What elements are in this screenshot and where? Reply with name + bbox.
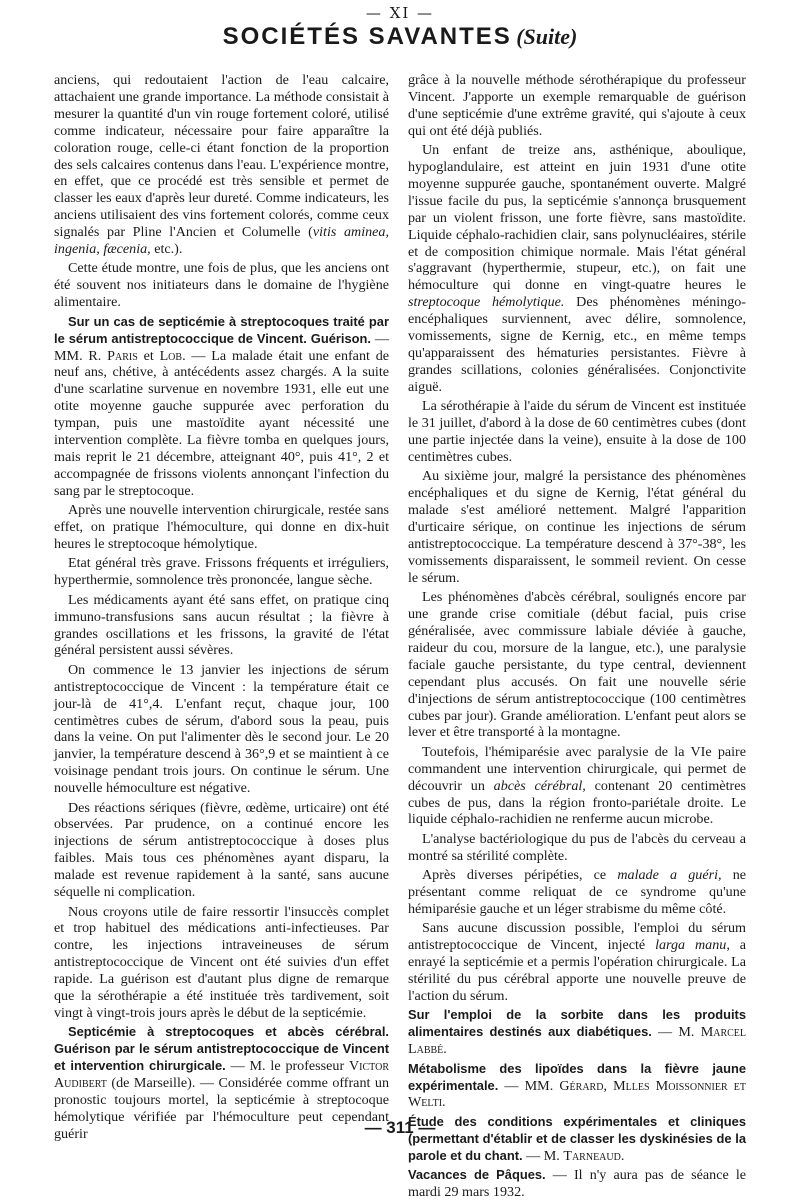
author: Tarneaud. [563, 1147, 625, 1164]
paragraph: Cette étude montre, une fois de plus, que les anciens ont été souvent nos initiateurs dans le domaine de l'hygiène alimentaire. [54, 260, 389, 311]
paragraph: L'analyse bactériologique du pus de l'abcès du cerveau a montré sa stérilité complète. [408, 830, 746, 864]
article-lipoides-fievre-jaune: Métabolisme des lipoïdes dans la fièvre jaune expérimentale. — MM. Gérard, Mlles Moissonnier et Welti. [408, 1060, 746, 1111]
paragraph: Un enfant de treize ans, asthénique, aboulique, hypoglandulaire, est atteint en juin 1931 d'une otite moyenne suppurée gauche, spontanément ouverte. Malgré l'issue facile du pus, la septicémie s'annonça brusquement par un violent frisson, une forte fièvre, sans mastoïdite. Liquide céphalo-rachidien clair, sans polynucléaires, stérile et de composition chimique normale. Mais l'état général s'aggravant (hyperthermie, stupeur, etc.), on fait une hémoculture qui donne en vingt-quatre heures le streptocoque hémolytique. Des phénomènes méningo-encéphaliques surviennent, avec délire, somnolence, vomissements, signe de Kernig, etc., en même temps qu'apparaissent des hématuries persistantes. Fièvre à grandes scillations, colonies généralisées. Conjonctivite aiguë. [408, 142, 746, 395]
article-title: Septicémie à streptocoques et abcès cérébral. Guérison par le sérum antistreptococcique de Vincent et intervention chirurgicale. [54, 1024, 389, 1074]
section-subtitle: (Suite) [516, 24, 578, 49]
paragraph: Toutefois, l'hémiparésie avec paralysie de la VIe paire commandent une intervention chirurgicale, qui permet de découvrir un abcès cérébral, contenant 20 centimètres cubes de pus, dans la région fronto-pariétale droite. Le liquide céphalo-rachidien ne renferme aucun microbe. [408, 743, 746, 828]
right-column [408, 72, 746, 1203]
paragraph: Après diverses péripéties, ce malade a guéri, ne présentant comme reliquat de ce syndrome qu'une hémiparésie gauche et un léger strabisme du même côté. [408, 867, 746, 917]
article-title: Métabolisme des lipoïdes dans la fièvre jaune expérimentale. [408, 1060, 746, 1093]
author: Victor Audibert [54, 1058, 389, 1092]
paragraph: anciens, qui redoutaient l'action de l'eau calcaire, attachaient une grande importance. La méthode consistait à mesurer la quantité d'un vin rouge fortement coloré, utilisé comme indicateur, nécessaire pour faire apparaître la coloration rouge, celle-ci étant fonction de la proportion des sels calcaires contenus dans l'eau. L'expérience montre, en effet, que ce procédé est très sensible et permet de classer les eaux d'après leur dureté. Comme indicateurs, les anciens utilisaient des vins fortement colorés, comme ceux signalés par Pline l'Ancien et Columelle (vitis aminea, ingenia, fæcenia, etc.). [54, 72, 390, 258]
article-title: Étude des conditions expérimentales et cliniques (permettant d'établir et de classer les dyskinésies de la parole et du chant. [408, 1113, 746, 1163]
paragraph: Au sixième jour, malgré la persistance des phénomènes encéphaliques et du signe de Kernig, l'état général du malade s'est amélioré nettement. Malgré l'apparition d'urticaire sérique, on continue les injections de sérum antistreptococcique. La température descend à 37°-38°, les vomissements disparaissent, le sommeil revient. On cesse le sérum. [408, 468, 746, 586]
paragraph: Nous croyons utile de faire ressortir l'insuccès complet et trop habituel des médications anti-infectieuses. Par contre, les injections intraveineuses de sérum antistreptococcique de Vincent ont été suivies d'un effet rapide. La guérison est d'autant plus digne de remarque que la sérothérapie a été instituée très tardivement, soit vingt à vingt-trois jours après le début de la septicémie. [54, 903, 389, 1021]
paragraph: Des réactions sériques (fièvre, œdème, urticaire) ont été observées. Par prudence, on a continué encore les injections de sérum antistreptococcique à doses plus faibles. Mais tous ces phénomènes ayant disparu, la malade est revenue rapidement à la santé, sans aucune séquelle ni complication. [54, 799, 389, 901]
section-title: SOCIÉTÉS SAVANTES [222, 23, 512, 50]
article-abces-cerebral-audibert: Septicémie à streptocoques et abcès cérébral. Guérison par le sérum antistreptococcique de Vincent et intervention chirurgicale. — M. le professeur Victor Audibert (de Marseille). — Considérée comme offrant un pronostic toujours mortel, la septicémie à streptocoque hémolytique vérifiée par l'hémoculture peut cependant guérir [54, 1024, 389, 1142]
article-dyskinesies-tarneaud: Étude des conditions expérimentales et cliniques (permettant d'établir et de classer les dyskinésies de la parole et du chant. — M. Tarneaud. [408, 1113, 746, 1164]
author: R. Paris [88, 347, 138, 364]
author: Marcel Labbé. [408, 1024, 746, 1058]
paragraph: grâce à la nouvelle méthode sérothérapique du professeur Vincent. J'apporte un exemple remarquable de guérison d'une septicémie d'une extrême gravité, qui s'ajoute à ceux qui ont été déjà publiés. [408, 72, 746, 139]
paragraph: Les phénomènes d'abcès cérébral, soulignés encore par une grande crise comitiale (début facial, puis crise généralisée, avec commissure labiale déviée à gauche, raideur du cou, morsure de la langue, etc.), une paralysie faciale gauche persistante, du type central, deviennent cependant plus accusés. On fait une nouvelle série d'injections de sérum antistreptococcique (100 centimètres cubes par jour). Grande amélioration. L'enfant peut alors se lever et être transporté à la montagne. [408, 589, 746, 741]
paragraph: La sérothérapie à l'aide du sérum de Vincent est instituée le 31 juillet, d'abord à la dose de 60 centimètres cubes (dont une partie injectée dans la veine), ensuite à la dose de 100 centimètres cubes. [408, 398, 746, 465]
paragraph: Après une nouvelle intervention chirurgicale, restée sans effet, on pratique l'hémoculture, qui donne en dix-huit heures le streptocoque hémolytique. [54, 502, 389, 552]
paragraph: Etat général très grave. Frissons fréquents et irréguliers, hyperthermie, somnolence très prononcée, langue sèche. [54, 555, 389, 589]
paragraph: Sans aucune discussion possible, l'emploi du sérum antistreptococcique de Vincent, injecté larga manu, a enrayé la septicémie et a permis l'opération chirurgicale. La stérilité du pus cérébral apporte une nouvelle preuve de l'action du sérum. [408, 920, 746, 1005]
notice-vacances-paques: Vacances de Pâques. — Il n'y aura pas de séance le mardi 29 mars 1932. [408, 1167, 747, 1200]
author: Lob. [159, 347, 186, 364]
article-title: Sur un cas de septicémie à streptocoques traité par le sérum antistreptococcique de Vincent. Guérison. [54, 313, 389, 346]
article-septicemie-paris-lob: Sur un cas de septicémie à streptocoques traité par le sérum antistreptococcique de Vincent. Guérison. — MM. R. Paris et Lob. — La malade était une enfant de neuf ans, chétive, à antécédents assez chargés. A la suite d'une scarlatine survenue en novembre 1931, elle eut une otite moyenne gauche suppurée avec perforation du tympan, puis une mastoïdite ayant nécessité une intervention complète. La fièvre tomba en quelques jours, mais reprit le 21 décembre, atteignant 40°, puis 41°, 2 et accompagnée de frissons violents annonçant l'infection du sang par le streptocoque. [54, 313, 390, 499]
paragraph: Les médicaments ayant été sans effet, on pratique cinq immuno-transfusions sans aucun résultat ; la fièvre à grandes oscillations et les frissons, la gravité de l'état général persistent aussi sévères. [54, 591, 389, 659]
page-number: — 311 — [364, 1118, 436, 1137]
article-title: Sur l'emploi de la sorbite dans les produits alimentaires destinés aux diabétiques. [408, 1007, 746, 1040]
article-sorbite-labbe: Sur l'emploi de la sorbite dans les produits alimentaires destinés aux diabétiques. — M. Marcel Labbé. [408, 1007, 746, 1058]
paragraph: On commence le 13 janvier les injections de sérum antistreptococcique de Vincent : la température était ce jour-là de 41°,4. L'enfant reçut, chaque jour, 100 centimètres cubes de sérum, d'abord sous la peau, puis dans la veine. On put l'alimenter dès le second jour. Le 20 janvier, la température descend à 36°,9 et se maintient à ce voisinage pendant trois jours. On continue le sérum. Une nouvelle hémoculture est négative. [54, 661, 389, 797]
page-header [0, 23, 800, 51]
notice-title: Vacances de Pâques. [408, 1167, 546, 1183]
author: Gérard, Mlles Moissonnier et Welti. [408, 1077, 746, 1111]
roman-page-number: — XI — [365, 4, 435, 22]
left-column [54, 72, 389, 1145]
